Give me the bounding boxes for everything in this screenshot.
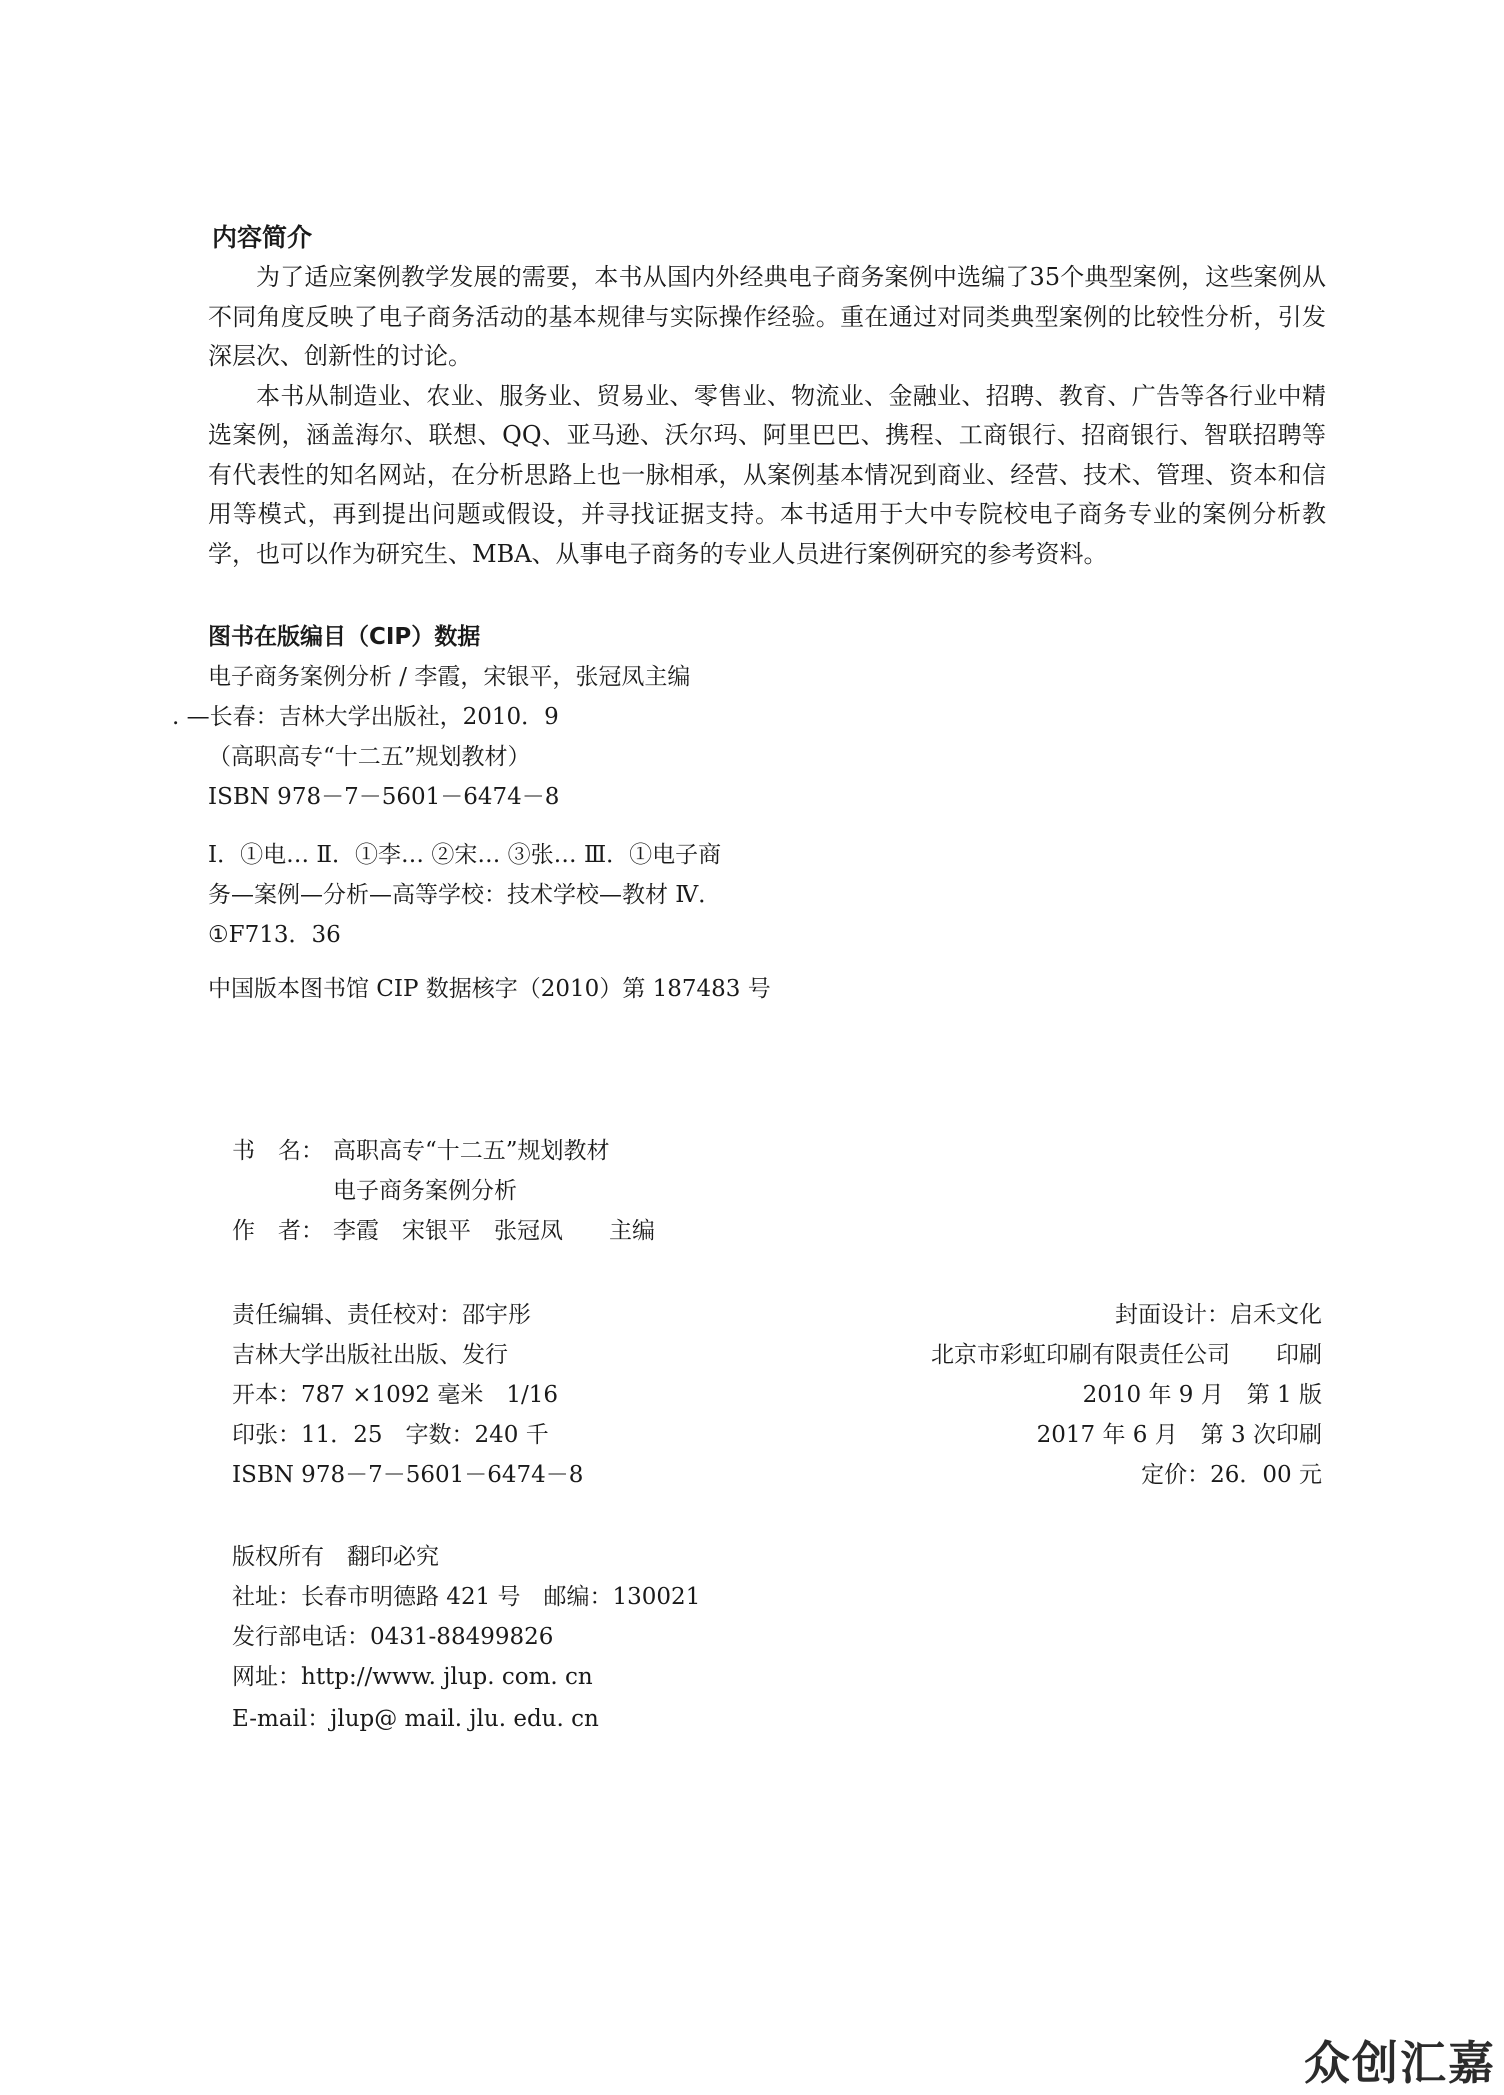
format-line: 开本：787 ×1092 毫米 1/16 [232, 1382, 558, 1408]
intro-title: 内容简介 [212, 223, 313, 252]
cip-classification-line-2: 务—案例—分析—高等学校：技术学校—教材 Ⅳ． [208, 882, 722, 908]
cover-design-line: 封面设计：启禾文化 [1115, 1302, 1322, 1328]
intro-body [208, 258, 1326, 574]
book-name-line-2: 电子商务案例分析 [333, 1178, 517, 1204]
cip-publisher-line: . —长春：吉林大学出版社，2010．9 [172, 704, 559, 730]
cip-record-number: 中国版本图书馆 CIP 数据核字（2010）第 187483 号 [208, 976, 771, 1002]
cip-series-line: （高职高专“十二五”规划教材） [208, 744, 531, 770]
website-line: 网址：http://www. jlup. com. cn [232, 1664, 593, 1690]
email-line: E-mail：jlup@ mail. jlu. edu. cn [232, 1706, 599, 1732]
cip-classification-line-3: ①F713．36 [208, 922, 341, 948]
isbn-line: ISBN 978－7－5601－6474－8 [232, 1462, 584, 1488]
authors: 李霞 宋银平 张冠凤 主编 [333, 1218, 655, 1244]
printer-line: 北京市彩虹印刷有限责任公司 印刷 [931, 1342, 1322, 1368]
phone-line: 发行部电话：0431-88499826 [232, 1624, 554, 1650]
intro-paragraph-2: 本书从制造业、农业、服务业、贸易业、零售业、物流业、金融业、招聘、教育、广告等各行业中精选案例，涵盖海尔、联想、QQ、亚马逊、沃尔玛、阿里巴巴、携程、工商银行、招商银行、智联招聘等有代表性的知名网站，在分析思路上也一脉相承，从案例基本情况到商业、经营、技术、管理、资本和信用等模式，再到提出问题或假设，并寻找证据支持。本书适用于大中专院校电子商务专业的案例分析教学，也可以作为研究生、MBA、从事电子商务的专业人员进行案例研究的参考资料。 [208, 381, 1326, 568]
copyright-line: 版权所有 翻印必究 [232, 1544, 439, 1570]
price-line: 定价：26．00 元 [1141, 1462, 1322, 1488]
cip-heading: 图书在版编目（CIP）数据 [208, 624, 481, 650]
cip-isbn-line: ISBN 978－7－5601－6474－8 [208, 784, 560, 810]
editor-line: 责任编辑、责任校对：邵宇彤 [232, 1302, 531, 1328]
cip-classification-line-1: Ⅰ．①电… Ⅱ．①李… ②宋… ③张… Ⅲ．①电子商 [208, 842, 722, 868]
sheets-words-line: 印张：11．25 字数：240 千 [232, 1422, 549, 1448]
book-name-line-1: 高职高专“十二五”规划教材 [333, 1138, 610, 1164]
author-label: 作 者： [232, 1218, 324, 1244]
edition-line: 2010 年 9 月 第 1 版 [1082, 1382, 1322, 1408]
publisher-line: 吉林大学出版社出版、发行 [232, 1342, 508, 1368]
book-name-label: 书 名： [232, 1138, 324, 1164]
intro-paragraph-1: 为了适应案例教学发展的需要，本书从国内外经典电子商务案例中选编了35个典型案例，这些案例从不同角度反映了电子商务活动的基本规律与实际操作经验。重在通过对同类典型案例的比较性分析，引发深层次、创新性的讨论。 [208, 263, 1326, 370]
watermark-logo: 众创汇嘉 [1304, 2036, 1496, 2090]
printing-line: 2017 年 6 月 第 3 次印刷 [1036, 1422, 1322, 1448]
cip-title-line: 电子商务案例分析 / 李霞，宋银平，张冠凤主编 [208, 664, 691, 690]
address-line: 社址：长春市明德路 421 号 邮编：130021 [232, 1584, 701, 1610]
